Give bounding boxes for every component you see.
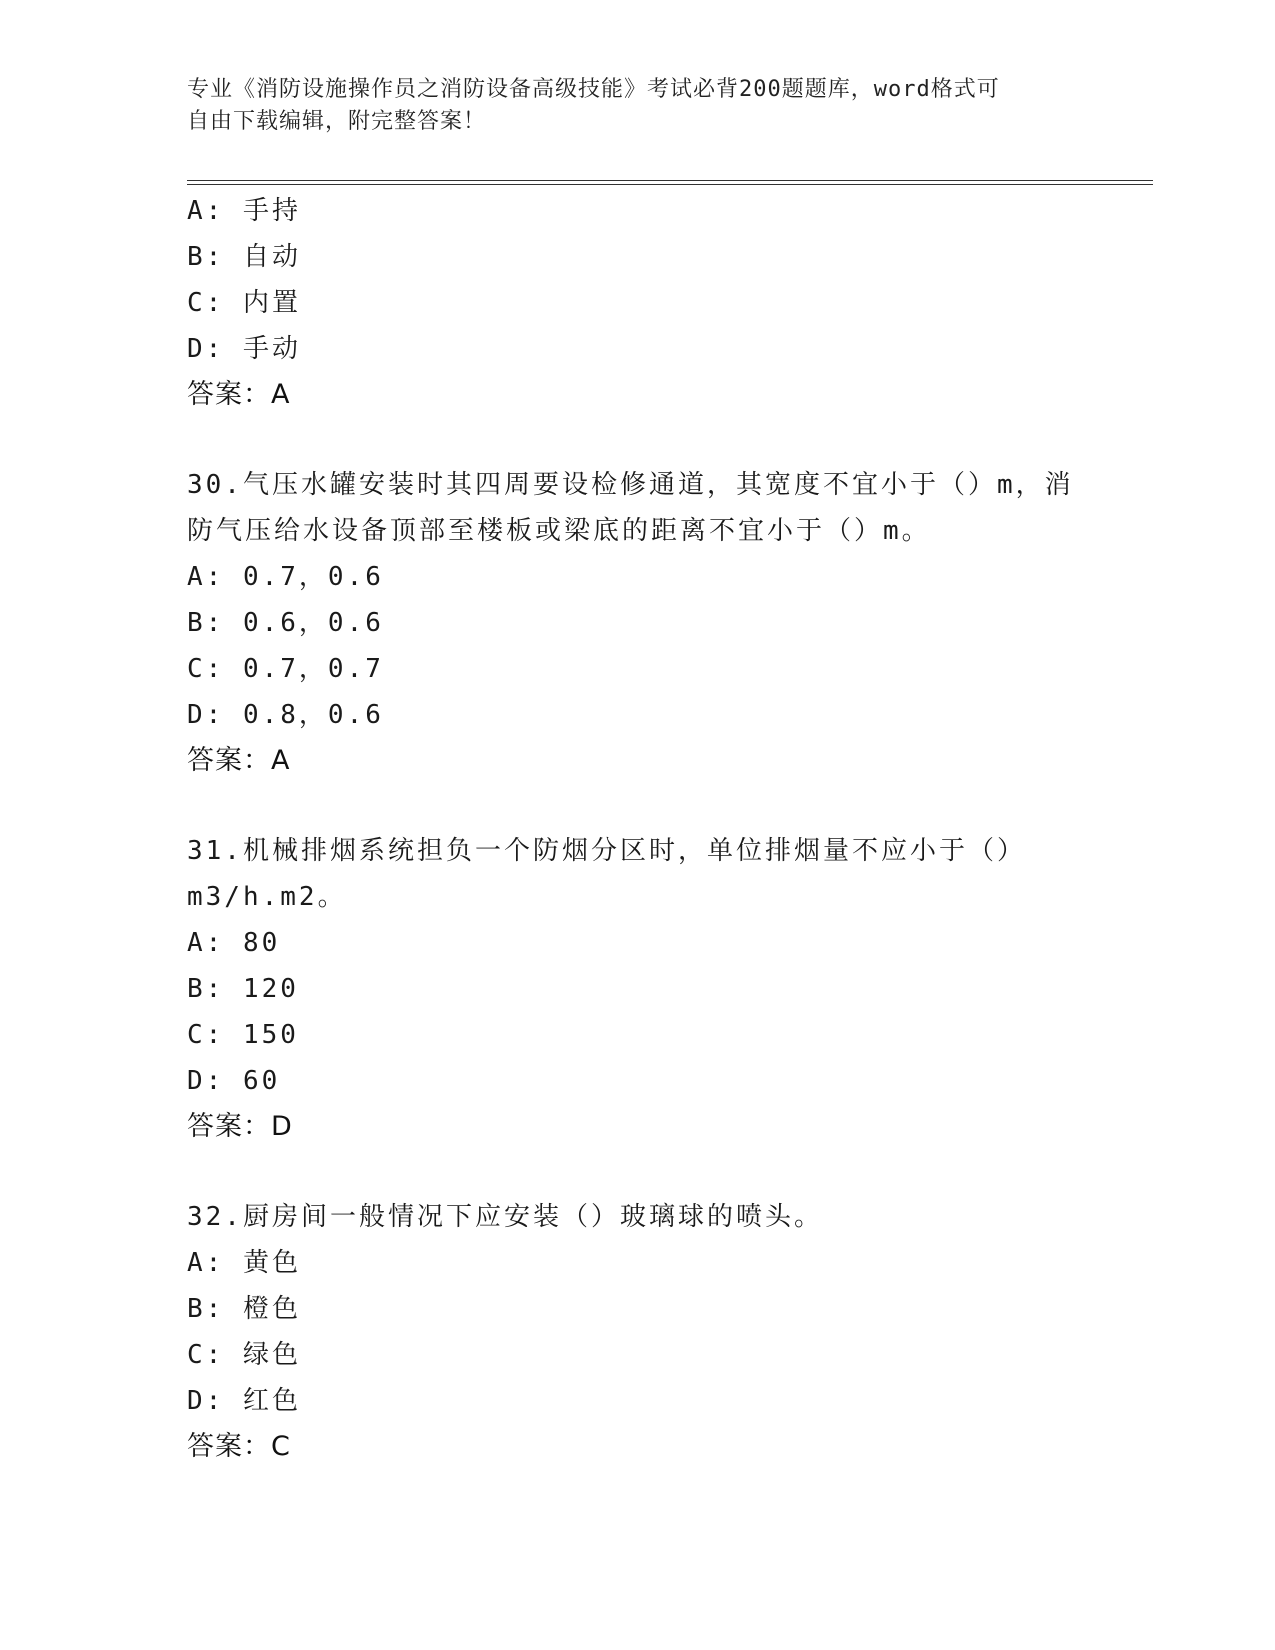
question-stem-line-1: 30.气压水罐安装时其四周要设检修通道，其宽度不宜小于（）m，消 [187, 470, 1074, 500]
question-stem-line-2: m3/h.m2。 [187, 882, 347, 912]
question-stem-line-2: 防气压给水设备顶部至楼板或梁底的距离不宜小于（）m。 [187, 516, 931, 546]
option-c: C: 内置 [187, 288, 301, 318]
option-a: A: 80 [187, 928, 281, 958]
option-b: B: 橙色 [187, 1294, 301, 1324]
spacer [187, 784, 1087, 828]
spacer [187, 1150, 1087, 1194]
option-b: B: 120 [187, 974, 299, 1004]
option-a: A: 黄色 [187, 1248, 301, 1278]
option-c: C: 150 [187, 1020, 299, 1050]
answer-line: 答案：A [187, 379, 291, 410]
answer-line: 答案：C [187, 1431, 291, 1462]
option-b: B: 自动 [187, 242, 301, 272]
document-body [187, 188, 1087, 1470]
header-divider-top [187, 180, 1153, 181]
header-line-1: 专业《消防设施操作员之消防设备高级技能》考试必背200题题库，word格式可 [187, 77, 1000, 102]
option-c: C: 0.7，0.7 [187, 654, 384, 684]
answer-line: 答案：D [187, 1111, 293, 1142]
option-d: D: 红色 [187, 1386, 301, 1416]
option-a: A: 0.7，0.6 [187, 562, 384, 592]
question-29-continuation [187, 188, 1087, 418]
option-d: D: 60 [187, 1066, 281, 1096]
document-header [187, 74, 1087, 138]
header-divider-bottom [187, 184, 1153, 185]
option-c: C: 绿色 [187, 1340, 301, 1370]
question-30 [187, 462, 1087, 784]
question-stem-line-1: 32.厨房间一般情况下应安装（）玻璃球的喷头。 [187, 1202, 823, 1232]
header-line-2: 自由下载编辑，附完整答案！ [187, 109, 487, 134]
question-32 [187, 1194, 1087, 1470]
answer-line: 答案：A [187, 745, 291, 776]
option-b: B: 0.6，0.6 [187, 608, 384, 638]
option-d: D: 手动 [187, 334, 301, 364]
question-stem-line-1: 31.机械排烟系统担负一个防烟分区时，单位排烟量不应小于（） [187, 836, 1026, 866]
option-d: D: 0.8，0.6 [187, 700, 384, 730]
spacer [187, 418, 1087, 462]
question-31 [187, 828, 1087, 1150]
option-a: A: 手持 [187, 196, 301, 226]
